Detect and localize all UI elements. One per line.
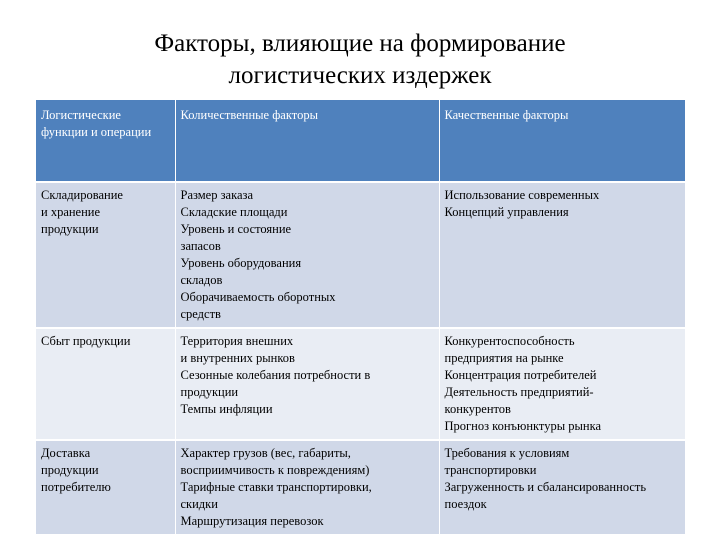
cell-line: Сезонные колебания потребности в [180, 368, 371, 382]
cell-line: Деятельность предприятий- [444, 385, 594, 399]
cell-line: Загруженность и сбалансированность [444, 480, 647, 494]
header-row [36, 100, 685, 182]
cell-line: и внутренних рынков [180, 351, 295, 365]
slide-title-line-2: логистических издержек [228, 62, 492, 89]
cell-quantitative [175, 440, 439, 535]
cell-line: Территория внешних [180, 334, 294, 348]
cell-line: Концентрация потребителей [444, 368, 597, 382]
header-qualitative [439, 100, 685, 182]
cell-line: средств [180, 307, 221, 321]
cell-line: Качественные факторы [444, 108, 569, 122]
table-row [36, 328, 685, 440]
cell-line: Прогноз конъюнктуры рынка [444, 419, 602, 433]
cell-line: Логистические [41, 108, 121, 122]
slide-title-line-1: Факторы, влияющие на формирование [154, 30, 566, 57]
cell-line: Тарифные ставки транспортировки, [180, 480, 372, 494]
cell-line: предприятия на рынке [444, 351, 564, 365]
cell-qualitative [439, 328, 685, 440]
cell-quantitative [175, 328, 439, 440]
cell-line: продукции [180, 385, 239, 399]
header-functions [36, 100, 175, 182]
cell-line: Использование современных [444, 188, 600, 202]
cell-line: скидки [180, 497, 218, 511]
cell-line: восприимчивость к повреждениям) [180, 463, 370, 477]
cell-line: Количественные факторы [180, 108, 318, 122]
header-quantitative [175, 100, 439, 182]
cell-qualitative [439, 440, 685, 535]
cell-function [36, 182, 175, 328]
cell-line: Складирование [41, 188, 123, 202]
cell-line: потребителю [41, 480, 111, 494]
cell-line: Сбыт продукции [41, 334, 131, 348]
cell-line: Оборачиваемость оборотных [180, 290, 336, 304]
cell-line: функции и операции [41, 125, 152, 139]
cell-line: Концепций управления [444, 205, 569, 219]
cell-quantitative [175, 182, 439, 328]
slide-title [60, 28, 660, 92]
cell-line: Темпы инфляции [180, 402, 273, 416]
table-row [36, 440, 685, 535]
cell-line: транспортировки [444, 463, 537, 477]
cell-line: продукции [41, 222, 99, 236]
cell-line: Складские площади [180, 205, 288, 219]
cell-line: поездок [444, 497, 487, 511]
cell-line: продукции [41, 463, 99, 477]
cell-line: складов [180, 273, 223, 287]
cell-line: Доставка [41, 446, 91, 460]
cell-qualitative [439, 182, 685, 328]
cell-line: Характер грузов (вес, габариты, [180, 446, 351, 460]
table-row [36, 182, 685, 328]
cell-line: Размер заказа [180, 188, 253, 202]
cell-line: Требования к условиям [444, 446, 570, 460]
cell-function [36, 328, 175, 440]
cell-line: Уровень и состояние [180, 222, 292, 236]
cell-line: Конкурентоспособность [444, 334, 575, 348]
cell-line: Маршрутизация перевозок [180, 514, 324, 528]
cell-line: Уровень оборудования [180, 256, 302, 270]
factors-table [36, 100, 685, 536]
cell-line: и хранение [41, 205, 101, 219]
cell-line: конкурентов [444, 402, 511, 416]
cell-function [36, 440, 175, 535]
cell-line: запасов [180, 239, 221, 253]
